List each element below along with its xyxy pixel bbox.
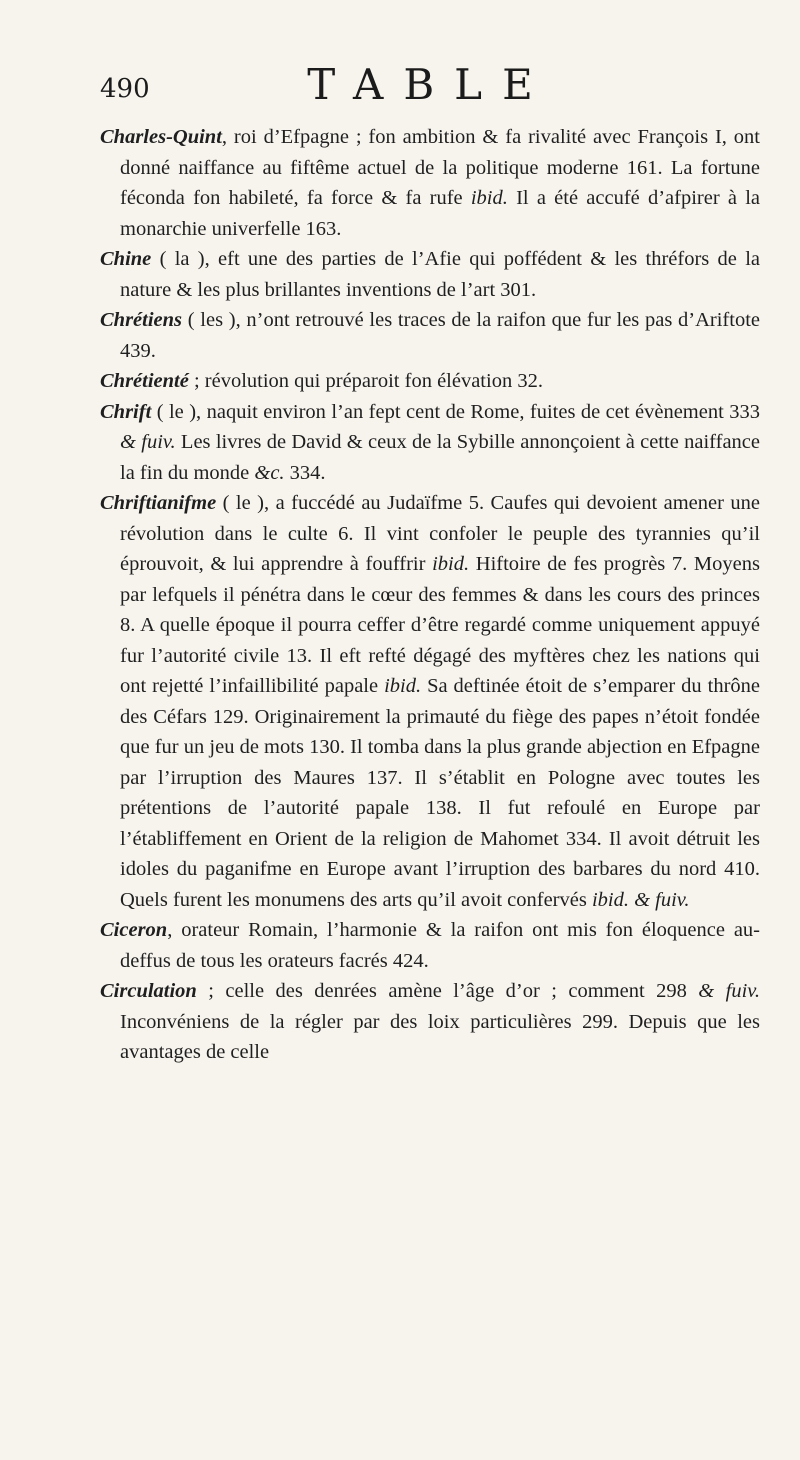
- page-number: 490: [100, 74, 150, 104]
- entry-headword: Chrift: [100, 400, 152, 423]
- entry-headword: Chrétiens: [100, 309, 183, 331]
- entry-italic-text: ibid.: [384, 675, 422, 697]
- entry-italic-text: & fuiv.: [120, 431, 176, 453]
- entry-text: Hiftoire de fes progrès 7. Moyens par lefquels il pénétra dans le cœur des femmes & dans les cours des princes 8. A quelle époque il pourra ceffer d’être regardé comme uniquement appuyé fur l’autorité civile 13. Il eft refté dégagé des myftères chez les nations qui ont rejetté l’infaillibilité papale: [120, 553, 760, 697]
- index-entry: [100, 976, 760, 1068]
- entry-italic-text: ibid.: [470, 187, 508, 209]
- index-entries: [100, 122, 760, 1068]
- entry-headword: Chrétienté: [100, 370, 189, 392]
- page-header: [100, 52, 740, 112]
- entry-italic-text: &c.: [254, 461, 285, 484]
- entry-text: Sa deftinée étoit de s’emparer du thrône des Céfars 129. Originairement la primauté du fiège des papes n’étoit fondée que fur un jeu de mots 130. Il tomba dans la plus grande abjection en Efpagne par l’irruption des Maures 137. Il s’établit en Pologne avec toutes les prétentions de l’autorité papale 138. Il fut refoulé en Europe par l’établiffement en Orient de la religion de Mahomet 334. Il avoit détruit les idoles du paganifme en Europe avant l’irruption des barbares du nord 410. Quels furent les monumens des arts qu’il avoit confervés: [120, 675, 760, 911]
- running-title: TABLE: [307, 60, 553, 109]
- entry-text: ; celle des denrées amène l’âge d’or ; comment 298: [196, 980, 699, 1002]
- entry-text: ( le ), a fuccédé au Judaïfme 5. Caufes qui devoient amener une révolution dans le culte 6. Il vint confoler le peuple des tyrannies qu’il éprouvoit, & lui apprendre à fouffrir: [120, 492, 760, 575]
- index-entry: [100, 122, 760, 244]
- entry-italic-text: ibid.: [432, 553, 470, 575]
- entry-text: ( le ), naquit environ l’an fept cent de Rome, fuites de cet évènement 333: [151, 400, 760, 423]
- entry-text: ; révolution qui préparoit fon élévation 32.: [188, 370, 543, 392]
- entry-headword: Charles-Quint: [100, 126, 222, 148]
- entry-text: ( la ), eft une des parties de l’Afie qui poffédent & les thréfors de la nature & les plus brillantes inventions de l’art 301.: [120, 248, 760, 301]
- entry-headword: Chriftianifme: [100, 492, 217, 514]
- entry-text: Il a été accufé d’afpirer à la monarchie univerfelle 163.: [120, 187, 760, 240]
- entry-headword: Ciceron: [100, 919, 168, 941]
- index-entry: [100, 305, 760, 366]
- entry-text: Inconvéniens de la régler par des loix particulières 299. Depuis que les avantages de celle: [120, 1010, 760, 1063]
- entry-headword: Circulation: [100, 980, 197, 1002]
- entry-text: , roi d’Efpagne ; fon ambition & fa rivalité avec François I, ont donné naiffance au fiftême actuel de la politique moderne 161. La fortune féconda fon habileté, fa force & fa rufe: [120, 126, 760, 209]
- index-entry: [100, 244, 760, 305]
- entry-headword: Chine: [100, 248, 152, 270]
- index-entry: [100, 397, 760, 489]
- entry-text: 334.: [284, 461, 326, 484]
- index-entry: [100, 488, 760, 915]
- entry-text: ( les ), n’ont retrouvé les traces de la raifon que fur les pas d’Ariftote 439.: [120, 309, 760, 362]
- entry-text: , orateur Romain, l’harmonie & la raifon ont mis fon éloquence au-deffus de tous les orateurs facrés 424.: [120, 919, 760, 972]
- entry-italic-text: & fuiv.: [698, 980, 760, 1002]
- entry-text: Les livres de David & ceux de la Sybille annonçoient à cette naiffance la fin du monde: [120, 431, 760, 484]
- entry-italic-text: ibid. & fuiv.: [591, 888, 690, 911]
- index-entry: [100, 366, 760, 397]
- index-entry: [100, 915, 760, 976]
